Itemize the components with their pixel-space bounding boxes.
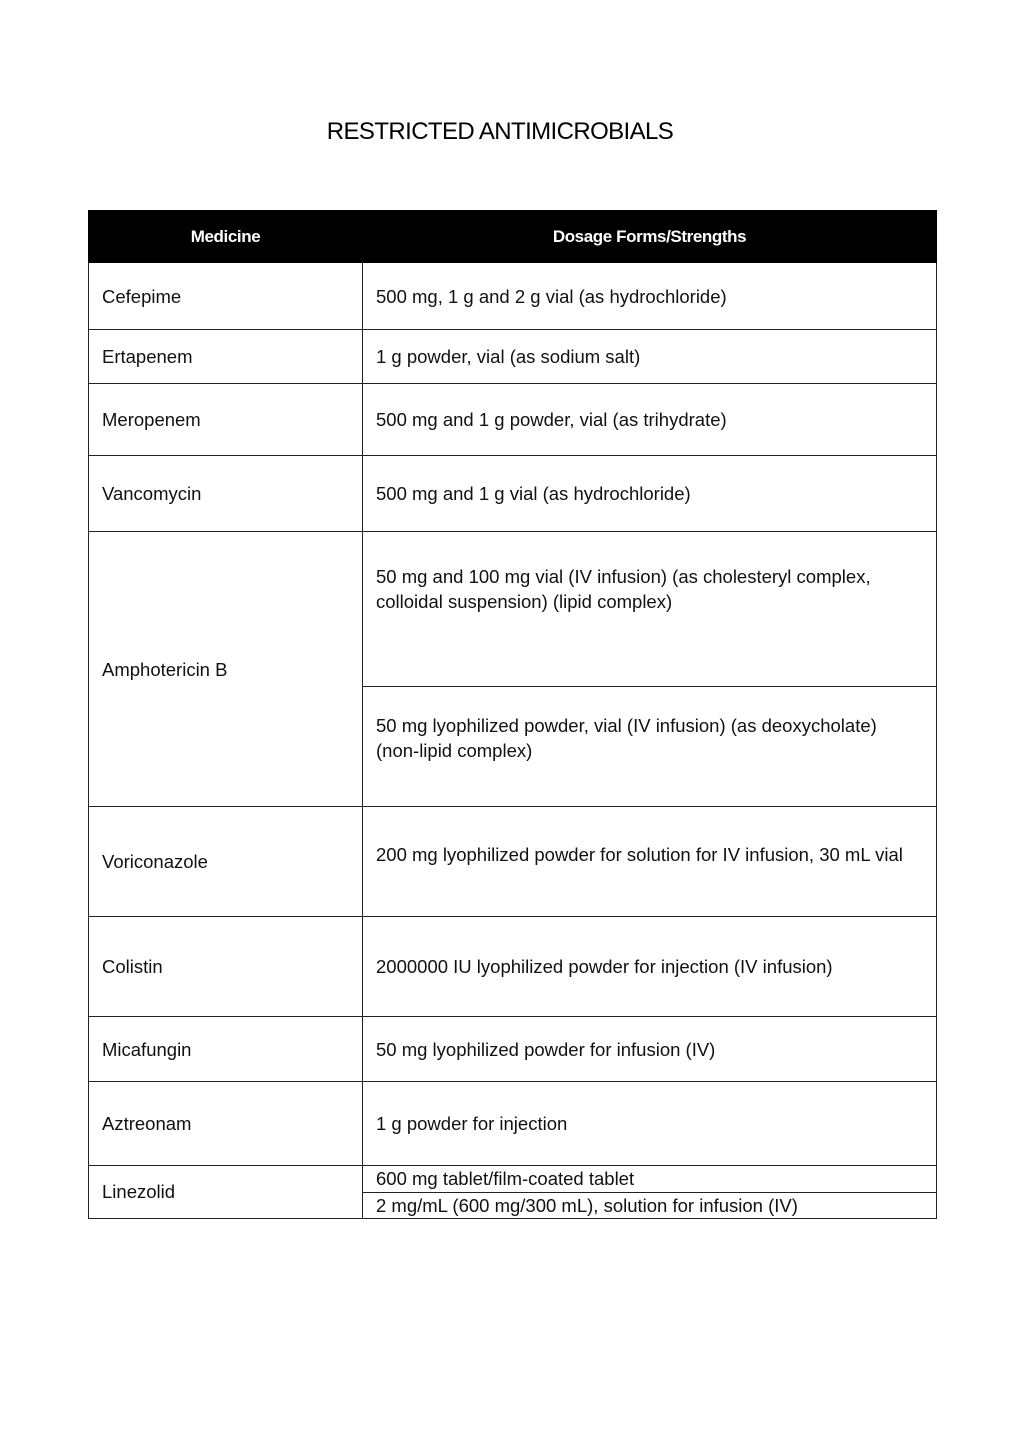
page-title: RESTRICTED ANTIMICROBIALS [326, 118, 674, 145]
dosage-cell: 1 g powder, vial (as sodium salt) [363, 330, 937, 384]
dosage-cell: 2000000 IU lyophilized powder for injection (IV infusion) [363, 917, 937, 1017]
dosage-cell: 600 mg tablet/film-coated tablet [363, 1166, 937, 1193]
medicine-cell: Amphotericin B [89, 532, 363, 807]
table-row [89, 263, 937, 330]
dosage-cell: 50 mg and 100 mg vial (IV infusion) (as cholesteryl complex, colloidal suspension) (lipid complex) [363, 532, 937, 687]
medicine-cell: Cefepime [89, 263, 363, 330]
table-row [89, 1017, 937, 1082]
table-row [89, 807, 937, 917]
table-row [89, 532, 937, 687]
table-row [89, 917, 937, 1017]
table-row [89, 384, 937, 456]
table-row [89, 456, 937, 532]
dosage-cell: 50 mg lyophilized powder, vial (IV infusion) (as deoxycholate) (non-lipid complex) [363, 687, 937, 807]
dosage-cell: 500 mg and 1 g powder, vial (as trihydrate) [363, 384, 937, 456]
medicine-cell: Vancomycin [89, 456, 363, 532]
header-dosage-forms: Dosage Forms/Strengths [363, 211, 937, 263]
dosage-cell: 200 mg lyophilized powder for solution for IV infusion, 30 mL vial [363, 807, 937, 917]
dosage-cell: 1 g powder for injection [363, 1082, 937, 1166]
medicine-cell: Voriconazole [89, 807, 363, 917]
table-row [89, 330, 937, 384]
medicine-cell: Colistin [89, 917, 363, 1017]
medicine-cell: Meropenem [89, 384, 363, 456]
dosage-cell: 500 mg, 1 g and 2 g vial (as hydrochloride) [363, 263, 937, 330]
medicine-cell: Ertapenem [89, 330, 363, 384]
dosage-cell: 2 mg/mL (600 mg/300 mL), solution for infusion (IV) [363, 1193, 937, 1219]
medicine-cell: Linezolid [89, 1166, 363, 1219]
medicine-cell: Aztreonam [89, 1082, 363, 1166]
medicine-cell: Micafungin [89, 1017, 363, 1082]
dosage-cell: 50 mg lyophilized powder for infusion (IV) [363, 1017, 937, 1082]
table-header-row [89, 211, 937, 263]
restricted-antimicrobials-table [88, 210, 937, 1219]
dosage-cell: 500 mg and 1 g vial (as hydrochloride) [363, 456, 937, 532]
table-row [89, 1082, 937, 1166]
table-row [89, 1166, 937, 1193]
header-medicine: Medicine [89, 211, 363, 263]
